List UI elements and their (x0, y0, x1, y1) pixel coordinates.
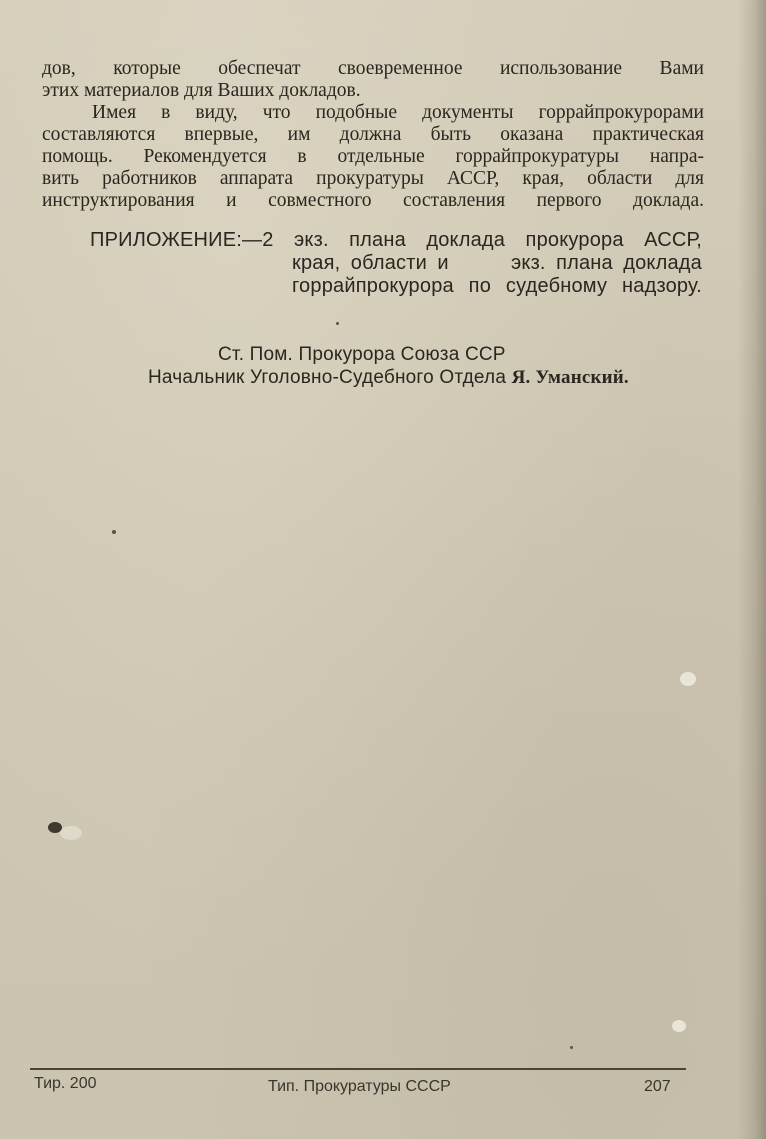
paragraph-1-line-2: этих материалов для Ваших докладов. (42, 80, 361, 101)
appendix-line-3: горрайпрокурора по судебному надзору. (292, 275, 702, 297)
paragraph-2-line-4: вить работников аппарата прокуратуры АССР, края, области для (42, 168, 704, 189)
paragraph-2-line-2: составляются впервые, им должна быть оказана практическая (42, 124, 704, 145)
page-edge-shadow (738, 0, 766, 1139)
signature-title-line (148, 367, 629, 389)
paper-speck (570, 1046, 573, 1049)
signature-title: Начальник Уголовно-Судебного Отдела (148, 367, 507, 388)
signature-position: Ст. Пом. Прокурора Союза ССР (218, 344, 506, 365)
footer-printer: Тип. Прокуратуры СССР (268, 1078, 451, 1095)
signature-name: Я. Уманский. (511, 367, 629, 388)
paper-worn-spot (60, 826, 82, 840)
paper-speck (112, 530, 116, 534)
paper-worn-spot (680, 672, 696, 686)
paragraph-2-line-1: Имея в виду, что подобные документы горрайпрокурорами (92, 102, 704, 123)
appendix-line-1: ПРИЛОЖЕНИЕ:—2 экз. плана доклада прокурора АССР, (90, 229, 702, 251)
paragraph-2-line-5: инструктирования и совместного составления первого доклада. (42, 190, 704, 211)
footer-circulation: Тир. 200 (34, 1075, 97, 1092)
paragraph-2-line-3: помощь. Рекомендуется в отдельные горрайпрокуратуры напра- (42, 146, 704, 167)
paragraph-1-line-1: дов, которые обеспечат своевременное использование Вами (42, 58, 704, 79)
page-number: 207 (644, 1078, 671, 1095)
appendix-line-2: края, области и экз. плана доклада (292, 252, 702, 274)
footer-rule (30, 1068, 686, 1070)
paper-speck (336, 322, 339, 325)
paper-worn-spot (672, 1020, 686, 1032)
